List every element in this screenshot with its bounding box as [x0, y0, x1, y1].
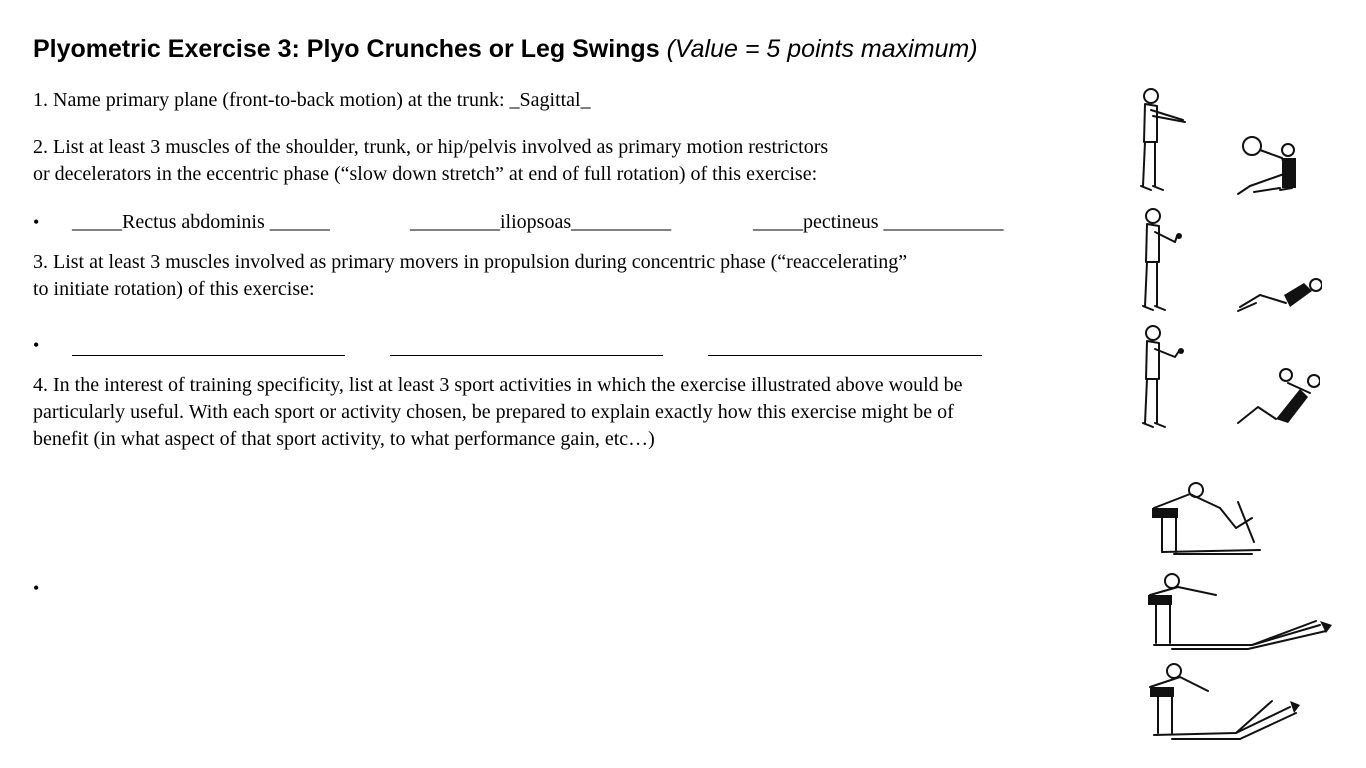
- question-3-line-1: 3. List at least 3 muscles involved as primary movers in propulsion during concentric phase (“reaccelerating”: [33, 251, 908, 273]
- standing-partner-throw-figure-2: [1135, 206, 1195, 318]
- standing-partner-throw-figure-1: [1135, 86, 1195, 204]
- standing-partner-throw-figure-3: [1135, 323, 1195, 435]
- exercise-illustrations: [1130, 78, 1360, 758]
- bullet-answers-2: •: [33, 212, 40, 232]
- question-1: 1. Name primary plane (front-to-back motion) at the trunk: _Sagittal_: [33, 89, 591, 111]
- leg-swing-figure-1: [1140, 478, 1265, 560]
- answer-3-blank-3[interactable]: [708, 335, 982, 356]
- answer-2-1: _____Rectus abdominis ______: [72, 211, 330, 233]
- question-2-line-1: 2. List at least 3 muscles of the shoulder, trunk, or hip/pelvis involved as primary motion restrictors: [33, 136, 829, 158]
- leg-swing-figure-2: [1140, 571, 1340, 653]
- title-main: Plyometric Exercise 3: Plyo Crunches or Leg Swings: [33, 35, 660, 63]
- ball-crunch-figure-2: [1230, 273, 1322, 318]
- bullet-answers-3: •: [33, 335, 40, 355]
- bullet-answers-4: •: [33, 578, 40, 598]
- answer-3-blank-1[interactable]: [72, 335, 345, 356]
- question-2-line-2: or decelerators in the eccentric phase (“slow down stretch” at end of full rotation) of this exercise:: [33, 163, 818, 185]
- question-4-line-3: benefit (in what aspect of that sport activity, to what performance gain, etc…): [33, 428, 655, 450]
- ball-crunch-figure-1: [1230, 128, 1310, 200]
- leg-swing-figure-3: [1140, 661, 1305, 743]
- answer-2-2: _________iliopsoas__________: [410, 211, 672, 233]
- answer-3-blank-2[interactable]: [390, 335, 663, 356]
- title-value-note: (Value = 5 points maximum): [666, 35, 978, 63]
- question-3-line-2: to initiate rotation) of this exercise:: [33, 278, 315, 300]
- question-4-line-2: particularly useful. With each sport or activity chosen, be prepared to explain exactly how this exercise might be of: [33, 401, 954, 423]
- ball-crunch-figure-3: [1230, 363, 1320, 433]
- answer-2-3: _____pectineus ____________: [753, 211, 1004, 233]
- page-title: [33, 33, 978, 65]
- question-4-line-1: 4. In the interest of training specificity, list at least 3 sport activities in which the exercise illustrated above would be: [33, 374, 963, 396]
